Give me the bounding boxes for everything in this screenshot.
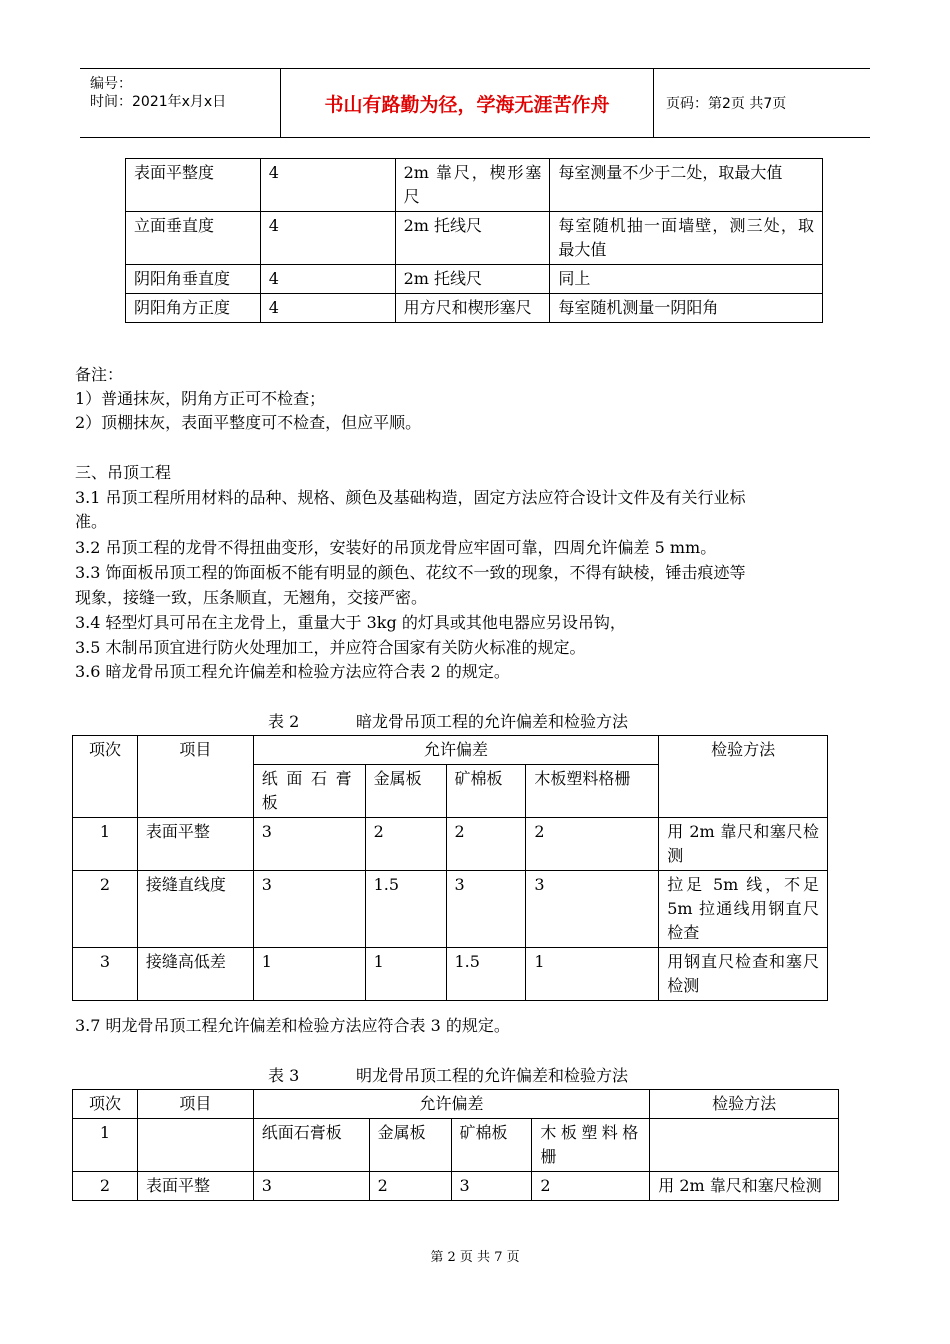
table-cell: 2: [526, 818, 659, 871]
table-cell: 矿棉板: [451, 1119, 532, 1172]
table-cell: 纸面石膏板: [253, 1119, 369, 1172]
table-header-row: [73, 1090, 839, 1119]
table-cell: 4: [260, 212, 395, 265]
table-row: [126, 265, 823, 294]
table-exposed-ceiling: [72, 1089, 839, 1201]
table-cell: 1: [73, 1119, 138, 1172]
table-cell: 2: [369, 1172, 451, 1201]
table3-caption-no: 表 3: [268, 1066, 300, 1085]
table-cell: 1: [253, 948, 365, 1001]
table-cell: 4: [260, 265, 395, 294]
table-cell: 3: [73, 948, 138, 1001]
serial-label: 编号：: [90, 76, 132, 92]
table-cell: 同上: [550, 265, 823, 294]
table-concealed-ceiling: [72, 735, 828, 1001]
table-cell: 接缝直线度: [137, 871, 253, 948]
header-cell: 检验方法: [659, 736, 828, 818]
paragraph: 3.5 木制吊顶宜进行防火处理加工，并应符合国家有关防火标准的规定。: [75, 638, 586, 657]
header-cell: 检验方法: [650, 1090, 839, 1119]
page-header: [80, 68, 870, 138]
table-cell: 2: [532, 1172, 650, 1201]
header-cell: 项目: [137, 1090, 253, 1119]
header-cell: 允许偏差: [253, 736, 658, 765]
table-cell: 2m 靠尺，楔形塞尺: [395, 159, 550, 212]
note-item: 1）普通抹灰，阴角方正可不检查；: [75, 389, 326, 408]
table-cell: 3: [526, 871, 659, 948]
header-cell: 木板塑料格栅: [526, 765, 659, 818]
table3-caption-title: 明龙骨吊顶工程的允许偏差和检验方法: [356, 1066, 629, 1085]
table-cell: 阴阳角垂直度: [126, 265, 261, 294]
header-meta: [80, 69, 281, 137]
paragraph: 准。: [75, 512, 108, 531]
note-item: 2）顶棚抹灰，表面平整度可不检查，但应平顺。: [75, 413, 422, 432]
table-cell: 3: [253, 1172, 369, 1201]
table-cell: 1: [365, 948, 446, 1001]
table-cell: 阴阳角方正度: [126, 294, 261, 323]
table-cell: 2: [446, 818, 526, 871]
table-cell: 用方尺和楔形塞尺: [395, 294, 550, 323]
table2-caption-no: 表 2: [268, 712, 300, 731]
table-cell: 表面平整: [137, 818, 253, 871]
table-cell: 3: [451, 1172, 532, 1201]
table-row: [73, 818, 828, 871]
table-row: [73, 871, 828, 948]
table-cell: 3: [253, 818, 365, 871]
table-cell: 立面垂直度: [126, 212, 261, 265]
table-cell: 每室随机测量一阴阳角: [550, 294, 823, 323]
paragraph: 3.6 暗龙骨吊顶工程允许偏差和检验方法应符合表 2 的规定。: [75, 662, 510, 681]
table-row: [73, 1172, 839, 1201]
header-cell: 矿棉板: [446, 765, 526, 818]
table-cell: 表面平整度: [126, 159, 261, 212]
notes-title: 备注：: [75, 365, 124, 384]
header-cell: 项次: [73, 1090, 138, 1119]
table-cell: 2: [73, 871, 138, 948]
table-cell: 用 2m 靠尺和塞尺检测: [659, 818, 828, 871]
time-label: 时间：2021年x月x日: [90, 94, 227, 110]
table-cell: 每室测量不少于二处，取最大值: [550, 159, 823, 212]
table-row: [73, 948, 828, 1001]
table-cell: 木板塑料格栅: [532, 1119, 650, 1172]
table2-caption-title: 暗龙骨吊顶工程的允许偏差和检验方法: [356, 712, 629, 731]
table-cell: 1.5: [365, 871, 446, 948]
table-cell: 4: [260, 294, 395, 323]
table-cell: 1.5: [446, 948, 526, 1001]
header-cell: 纸面石膏板: [253, 765, 365, 818]
paragraph: 3.1 吊顶工程所用材料的品种、规格、颜色及基础构造，固定方法应符合设计文件及有关行业标: [75, 488, 746, 507]
table-cell: 用钢直尺检查和塞尺检测: [659, 948, 828, 1001]
table-cell: 2m 托线尺: [395, 212, 550, 265]
table-cell: 金属板: [369, 1119, 451, 1172]
paragraph: 3.4 轻型灯具可吊在主龙骨上，重量大于 3kg 的灯具或其他电器应另设吊钩，: [75, 613, 626, 632]
table-plaster-tolerance: [125, 158, 823, 323]
paragraph: 3.3 饰面板吊顶工程的饰面板不能有明显的颜色、花纹不一致的现象，不得有缺棱，锤击痕迹等: [75, 563, 746, 582]
header-cell: 项次: [73, 736, 138, 818]
table-cell: 3: [446, 871, 526, 948]
header-cell: 允许偏差: [253, 1090, 649, 1119]
table-row: [73, 1119, 839, 1172]
section-heading: 三、吊顶工程: [75, 463, 172, 482]
table-cell: 每室随机抽一面墙壁，测三处，取最大值: [550, 212, 823, 265]
header-page-info: 页码：第2页 共7页: [666, 96, 787, 112]
table-cell: 3: [253, 871, 365, 948]
table-cell: 2: [365, 818, 446, 871]
table-cell: 用 2m 靠尺和塞尺检测: [650, 1172, 839, 1201]
table-cell: 接缝高低差: [137, 948, 253, 1001]
table-cell: [650, 1119, 839, 1172]
table-cell: 拉足 5m 线，不足 5m 拉通线用钢直尺检查: [659, 871, 828, 948]
page-footer: 第 2 页 共 7 页: [430, 1250, 520, 1265]
table-cell: 2: [73, 1172, 138, 1201]
table-cell: 表面平整: [137, 1172, 253, 1201]
header-motto: 书山有路勤为径，学海无涯苦作舟: [281, 69, 654, 137]
table-header-row: [73, 736, 828, 765]
table-row: [126, 212, 823, 265]
table-cell: 1: [526, 948, 659, 1001]
table-cell: [137, 1119, 253, 1172]
paragraph: 3.2 吊顶工程的龙骨不得扭曲变形，安装好的吊顶龙骨应牢固可靠，四周允许偏差 5 mm。: [75, 538, 717, 557]
table-row: [126, 294, 823, 323]
paragraph: 3.7 明龙骨吊顶工程允许偏差和检验方法应符合表 3 的规定。: [75, 1016, 510, 1035]
table-cell: 1: [73, 818, 138, 871]
table-row: [126, 159, 823, 212]
table-cell: 2m 托线尺: [395, 265, 550, 294]
table-cell: 4: [260, 159, 395, 212]
paragraph: 现象，接缝一致，压条顺直，无翘角，交接严密。: [75, 588, 428, 607]
header-cell: 项目: [137, 736, 253, 818]
header-cell: 金属板: [365, 765, 446, 818]
